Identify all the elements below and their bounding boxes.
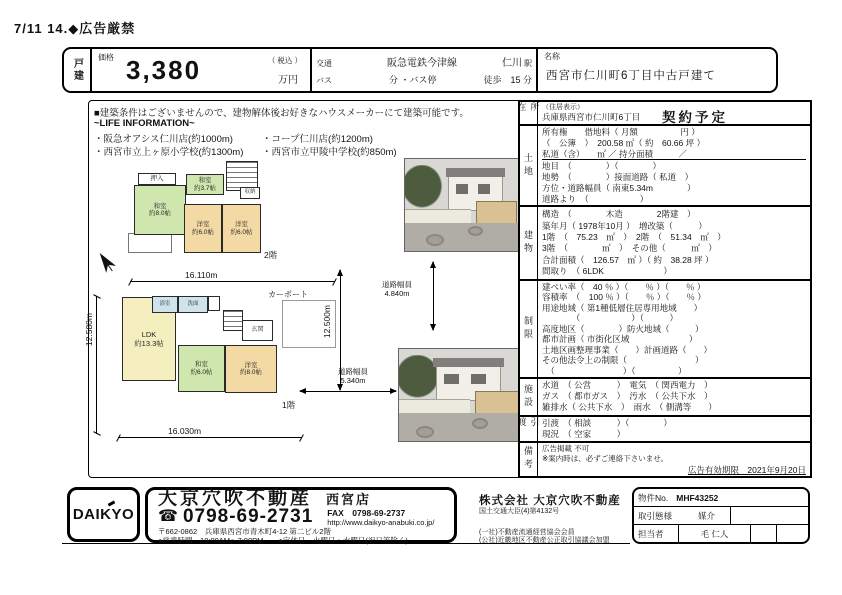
section-tatemono xyxy=(520,207,810,280)
photo-manhole xyxy=(472,418,488,429)
room-oshiire xyxy=(138,173,176,185)
table-row: 高度地区（ ）防火地域（ ） xyxy=(542,323,704,334)
note-line-1: ■建築条件はございませんので、建物解体後お好きなハウスメーカーにて建築可能です。 xyxy=(94,108,469,119)
room-washitsu-8 xyxy=(134,185,186,235)
daikyo-logo-text: DAIKYO xyxy=(72,506,135,523)
table-row: 私道（含） ㎡ ／ 持分面積 ／ xyxy=(542,148,687,159)
table-row: 地勢 （ ）接面道路（ 私道 ） xyxy=(542,172,694,183)
table-row: 土地区画整理事業（ ）計画道路（ ） xyxy=(542,344,713,355)
room-label: LDK xyxy=(141,330,157,339)
station-suffix: 駅 xyxy=(524,59,532,69)
section-seigen xyxy=(520,281,810,379)
room-size: 約6.0帖 xyxy=(191,228,215,236)
photo-street-1 xyxy=(404,158,520,252)
photo-window-region xyxy=(471,374,486,384)
table-row: 築年月（ 1978年10月 ） 増改築（ ） xyxy=(542,220,707,231)
room-label: 押入 xyxy=(150,175,164,183)
note-line-4a: ・西宮市立上ヶ原小学校(約1300m) xyxy=(94,147,244,158)
section-label: 施設 xyxy=(520,379,538,415)
table-row: 現況 （ 空家 ） xyxy=(542,428,626,439)
room-size: 約3.7帖 xyxy=(193,184,217,192)
note-line-3b: ・コープ仁川店(約1200m) xyxy=(262,134,373,145)
name-cell xyxy=(536,49,776,91)
photo-road-region xyxy=(405,223,519,251)
dim-line-1f-left xyxy=(96,296,97,434)
daikyo-logo xyxy=(67,487,140,542)
office-box xyxy=(145,487,457,543)
room-size: 約6.0帖 xyxy=(190,368,213,376)
room-label: 洋室 xyxy=(244,361,258,369)
room-label: 浴室 xyxy=(159,300,171,307)
photo-window-region xyxy=(444,374,459,384)
table-row: 合計面積（ 126.57 ㎡ ）（ 約 38.28 坪 ） xyxy=(542,254,714,265)
table-row: 建ぺい率（ 40 ％ ）（ ％ ）（ ％ ） xyxy=(542,281,706,292)
ad-expiry-row: 広告有効期限 2021年9月20日 xyxy=(687,464,806,475)
phone-icon: ☎ xyxy=(158,508,179,525)
table-row: 方位・道路幅員（ 南東5.34m ） xyxy=(542,182,696,193)
company-assoc-2: (公社)近畿地区不動産公正取引協議会加盟 xyxy=(479,537,610,544)
floorplan-1f xyxy=(120,292,280,395)
transit-line: 阪急電鉄今津線 xyxy=(387,58,457,70)
note-line-4b: ・西宮市立甲陵中学校(約850m) xyxy=(262,147,397,158)
road-width-top xyxy=(382,280,412,298)
photo-tree-region xyxy=(404,165,446,213)
road-width-bottom-label: 道路幅員 xyxy=(338,367,368,376)
room-shuunou xyxy=(240,187,260,199)
bus-value: 分 ・バス停 xyxy=(388,74,437,85)
section-label: 建物 xyxy=(520,207,538,278)
transaction-label: 取引態様 xyxy=(638,510,673,521)
photo-window-region xyxy=(478,184,491,194)
table-row: （ 公簿 ） 200.58 ㎡（ 約 60.66 坪 ） xyxy=(542,137,705,148)
room-size: 約13.3帖 xyxy=(134,339,164,348)
table-row: 所有権 借地料（ 月額 円 ） xyxy=(542,127,700,138)
price-bar xyxy=(62,47,778,93)
office-fax-url xyxy=(327,509,434,527)
table-row: 水道 （ 公営 ） 電気 （ 関西電力 ） xyxy=(542,380,713,391)
property-no-value: MHF43252 xyxy=(676,492,719,503)
price-cell xyxy=(92,49,310,91)
photo-manhole xyxy=(426,234,444,246)
floor-label-1f: 1階 xyxy=(282,400,296,410)
section-shozai xyxy=(516,102,810,126)
footer-divider-line xyxy=(62,543,630,544)
section-label: 引渡 xyxy=(520,417,538,441)
company-assoc-1: (一社)不動産流通経営協会会員 xyxy=(479,528,575,536)
transaction-row xyxy=(634,507,808,525)
room-label: 洗面 xyxy=(187,300,199,307)
room-yokushitsu xyxy=(152,296,178,313)
table-row: （住居表示） xyxy=(542,104,584,111)
price-value: 3,380 xyxy=(126,55,202,85)
road-width-top-arrow xyxy=(433,262,434,330)
phone-number: 0798-69-2731 xyxy=(182,506,314,527)
room-genkan xyxy=(242,320,273,341)
table-row: 1階 （ 75.23 ㎡ ） 2階 （ 51.34 ㎡ ） xyxy=(542,232,726,243)
dim-line-1f xyxy=(118,437,302,438)
note-line-2: ~LIFE INFORMATION~ xyxy=(94,118,195,129)
photo-roof-region xyxy=(433,358,504,367)
room-senmen xyxy=(178,296,208,313)
contract-badge: 契約予定 xyxy=(662,110,728,124)
company-license: 国土交通大臣(4)第4132号 xyxy=(479,508,560,515)
section-tochi xyxy=(520,126,810,207)
agent-name: 毛 仁人 xyxy=(678,525,750,542)
table-row: ※案内時は、必ずご連絡下さいませ。 xyxy=(542,454,669,463)
table-row: 道路より （ ） xyxy=(542,193,649,204)
bus-label: バス xyxy=(316,75,332,85)
dim-2f-width: 16.110m xyxy=(185,270,218,280)
photo-manhole xyxy=(416,426,434,438)
agent-empty-cell xyxy=(776,525,808,542)
section-label: 備考 xyxy=(520,443,538,477)
room-youshitsu-6b xyxy=(222,204,261,253)
table-row: 間取り （ 6LDK ） xyxy=(542,266,672,277)
transit-row-bus xyxy=(316,73,532,86)
table-row: 雑排水（ 公共下水 ） 雨水 （ 側溝等 ） xyxy=(542,402,717,413)
photo-road-region xyxy=(399,413,521,441)
agent-empty-cell xyxy=(750,525,776,542)
room-size: 約8.0帖 xyxy=(148,210,172,217)
walk-value: 徒歩 15 分 xyxy=(483,74,532,85)
office-hours: ●営業時間 10:00AM～7:00PM ●定休日 火曜日・水曜日(祝日等除く) xyxy=(158,536,408,545)
table-row: 都市計画（ 市街化区域 ） xyxy=(542,334,698,345)
transit-cell xyxy=(310,49,536,91)
room-label: 玄関 xyxy=(251,326,264,333)
office-address: 〒662-0862 兵庫県西宮市青木町4-12 第二ビル2階 xyxy=(158,527,331,536)
room-washitsu-37 xyxy=(186,174,224,195)
dim-line-2f xyxy=(130,281,335,282)
table-row: 地目 （ ）（ ） xyxy=(542,159,806,172)
photo-window-region xyxy=(456,184,469,194)
table-row: 広告掲載 不可 xyxy=(542,443,590,453)
table-row: （ ）（ ） xyxy=(542,313,679,324)
room-youshitsu-6a xyxy=(184,204,222,253)
photo-roof-region xyxy=(446,168,505,177)
room-wc xyxy=(208,296,220,311)
floorplan-2f-porch xyxy=(128,233,172,253)
stairs-1f xyxy=(223,310,243,331)
compass-north-icon xyxy=(96,250,116,274)
price-unit: 万円 xyxy=(278,75,298,86)
room-label: 和室 xyxy=(198,177,212,184)
office-fax: FAX 0798-69-2737 xyxy=(327,508,406,518)
photo-manhole xyxy=(468,226,483,236)
road-width-top-value: 4.840m xyxy=(384,289,410,298)
room-size: 約8.0帖 xyxy=(239,369,263,376)
road-width-bottom xyxy=(338,367,368,385)
table-row: 容積率 （ 100 ％ ）（ ％ ）（ ％ ） xyxy=(542,292,706,303)
table-row: 兵庫県西宮市仁川町6丁目 xyxy=(542,112,641,122)
table-row: （ ）（ ） xyxy=(542,365,687,376)
detail-table xyxy=(518,100,812,478)
table-row: ガス （ 都市ガス ） 汚水 （ 公共下水 ） xyxy=(542,391,713,402)
office-branch: 西宮店 xyxy=(326,492,372,507)
road-width-bottom-value: 5.340m xyxy=(340,376,366,385)
table-row: 用途地域（ 第1種低層住居専用地域 ） xyxy=(542,302,703,313)
dim-1f-width: 16.030m xyxy=(168,426,202,436)
station-name: 仁川 xyxy=(502,58,522,70)
property-no-label: 物件No. xyxy=(638,492,669,503)
header-note: 7/11 14.◆広告厳禁 xyxy=(14,21,136,36)
property-no-row xyxy=(634,489,808,507)
room-size: 約6.0帖 xyxy=(230,228,253,236)
table-row: 引渡 （ 相談 ）（ ） xyxy=(542,417,672,428)
table-row: 構造 （ 木造 2階建 ） xyxy=(542,209,696,220)
office-phone xyxy=(158,508,313,525)
section-shisetsu xyxy=(520,379,810,417)
room-washitsu-6 xyxy=(178,345,225,392)
agent-row xyxy=(634,525,808,542)
room-youshitsu-8 xyxy=(225,345,277,393)
section-bikou xyxy=(520,443,810,477)
transit-label: 交通 xyxy=(316,59,332,69)
office-contact-row xyxy=(158,508,446,527)
room-label: 和室 xyxy=(195,361,208,368)
table-row: 3階 （ ㎡ ） その他（ ㎡ ） xyxy=(542,243,717,254)
road-width-top-label: 道路幅員 xyxy=(382,280,412,289)
room-label: 洋室 xyxy=(235,221,248,228)
property-type-tab: 戸建 xyxy=(64,49,92,91)
transaction-empty-cell xyxy=(730,507,808,524)
floorplan-2f xyxy=(128,160,264,256)
room-label: 洋室 xyxy=(196,221,210,228)
section-label: 制限 xyxy=(520,281,538,377)
office-name: 大京穴吹不動産 xyxy=(158,488,313,509)
room-label: 和室 xyxy=(153,202,167,210)
room-label: 収納 xyxy=(244,189,256,196)
price-label: 価格 xyxy=(98,53,114,62)
dim-mid-value: 12.500m xyxy=(322,305,332,339)
office-url: http://www.daikyo-anabuki.co.jp/ xyxy=(327,518,435,527)
floor-label-2f: 2階 xyxy=(264,250,278,260)
property-name-label: 名称 xyxy=(544,52,560,61)
transaction-value: 媒介 xyxy=(698,510,716,521)
agent-label: 担当者 xyxy=(638,528,664,539)
property-name-value: 西宮市仁川町6丁目中古戸建て xyxy=(546,70,716,82)
section-label: 所在 xyxy=(520,102,538,124)
dim-1f-left: 12.580m xyxy=(84,313,94,347)
section-label: 土地 xyxy=(520,126,538,205)
price-paren: （ 税込 ） xyxy=(267,56,302,65)
section-hikiwatashi xyxy=(516,416,810,443)
company-column xyxy=(479,492,631,546)
property-info-table xyxy=(632,487,810,544)
transit-row-train xyxy=(316,54,532,69)
table-row: その他法令上の制限（ ） xyxy=(542,355,704,366)
road-width-bottom-arrow xyxy=(300,391,396,392)
note-line-3a: ・阪急オアシス仁川店(約1000m) xyxy=(94,134,233,145)
company-name: 株式会社 大京穴吹不動産 xyxy=(479,495,621,507)
photo-street-2 xyxy=(398,348,522,442)
carport-label: カーポート xyxy=(268,290,308,299)
